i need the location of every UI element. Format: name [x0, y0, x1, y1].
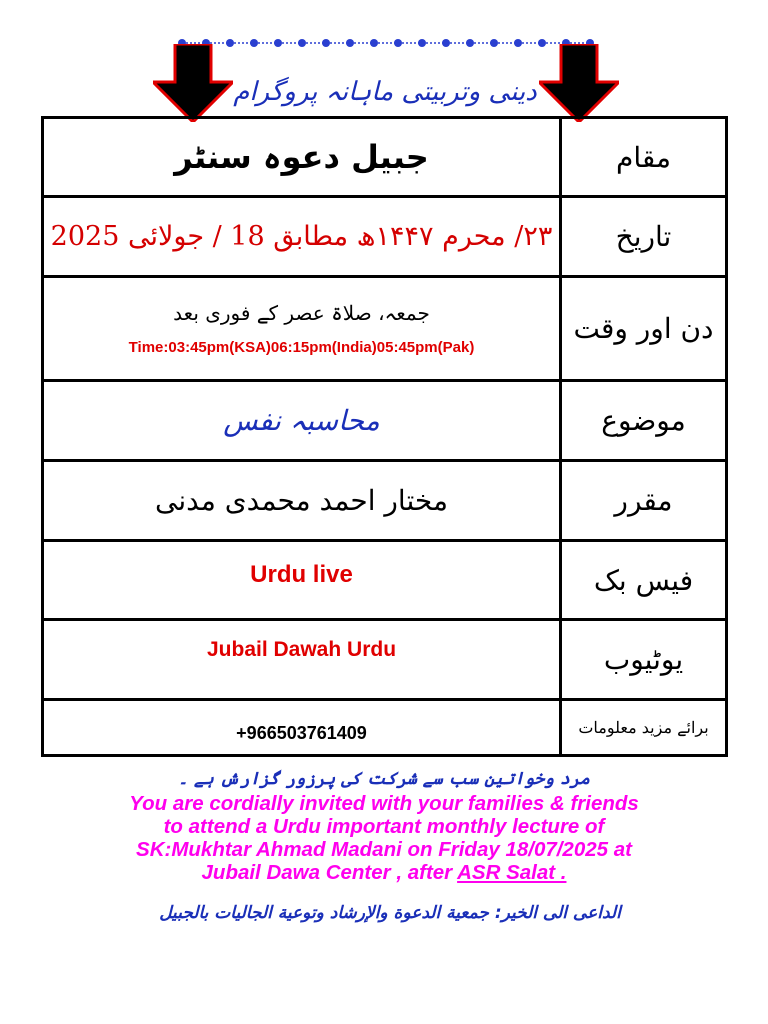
youtube-label: یوٹیوب — [561, 620, 727, 700]
youtube-link[interactable]: Jubail Dawah Urdu — [206, 637, 397, 661]
invitation-line: to attend a Urdu important monthly lecture of — [163, 815, 605, 838]
facebook-link[interactable]: Urdu live — [250, 561, 353, 588]
table-row-venue — [43, 118, 727, 197]
table-row-facebook — [43, 541, 727, 620]
day-time-value: جمعہ، صلاۃ عصر کے فوری بعد — [173, 301, 430, 325]
urdu-invitation-text: مرد وخواتین سب سے شرکت کی پرزور گزارش ہے ۔ — [178, 769, 590, 789]
table-row-speaker — [43, 461, 727, 541]
table-row-contact — [43, 700, 727, 756]
program-details-table — [41, 116, 728, 757]
invitation-line: SK:Mukhtar Ahmad Madani on Friday 18/07/2025 at — [136, 838, 632, 861]
inviter-text: الداعی الی الخیر: جمعیة الدعوة والإرشاد وتوعیة الجالیات بالجبیل — [159, 903, 621, 923]
arrow-down-icon — [153, 44, 233, 122]
topic-label: موضوع — [561, 381, 727, 461]
asr-salat-emphasis: ASR Salat . — [457, 861, 567, 884]
arrow-down-icon — [539, 44, 619, 122]
invitation-line: You are cordially invited with your families & friends — [129, 792, 639, 815]
table-row-topic — [43, 381, 727, 461]
table-row-youtube — [43, 620, 727, 700]
table-row-day-time — [43, 277, 727, 381]
day-time-label: دن اور وقت — [561, 277, 727, 381]
speaker-label: مقرر — [561, 461, 727, 541]
date-label: تاریخ — [561, 197, 727, 277]
timings-text: Time:03:45pm(KSA)06:15pm(India)05:45pm(Pak) — [128, 339, 475, 356]
topic-value: محاسبہ نفس — [223, 404, 380, 437]
venue-value: جبیل دعوہ سنٹر — [174, 138, 429, 176]
date-value: ۲۳/ محرم ۱۴۴۷ھ مطابق 18 / جولائی 2025 — [50, 221, 553, 252]
contact-phone[interactable]: +966503761409 — [236, 723, 367, 743]
english-invitation — [30, 792, 738, 884]
dotted-decorative-line — [178, 36, 594, 50]
facebook-label: فیس بک — [561, 541, 727, 620]
page-title: دینی وتربیتی ماہانہ پروگرام — [233, 77, 537, 107]
speaker-value: مختار احمد محمدی مدنی — [155, 484, 448, 517]
invitation-line: Jubail Dawa Center , after ASR Salat . — [201, 861, 567, 884]
table-row-date — [43, 197, 727, 277]
contact-label: برائے مزید معلومات — [561, 700, 727, 756]
venue-label: مقام — [561, 118, 727, 197]
